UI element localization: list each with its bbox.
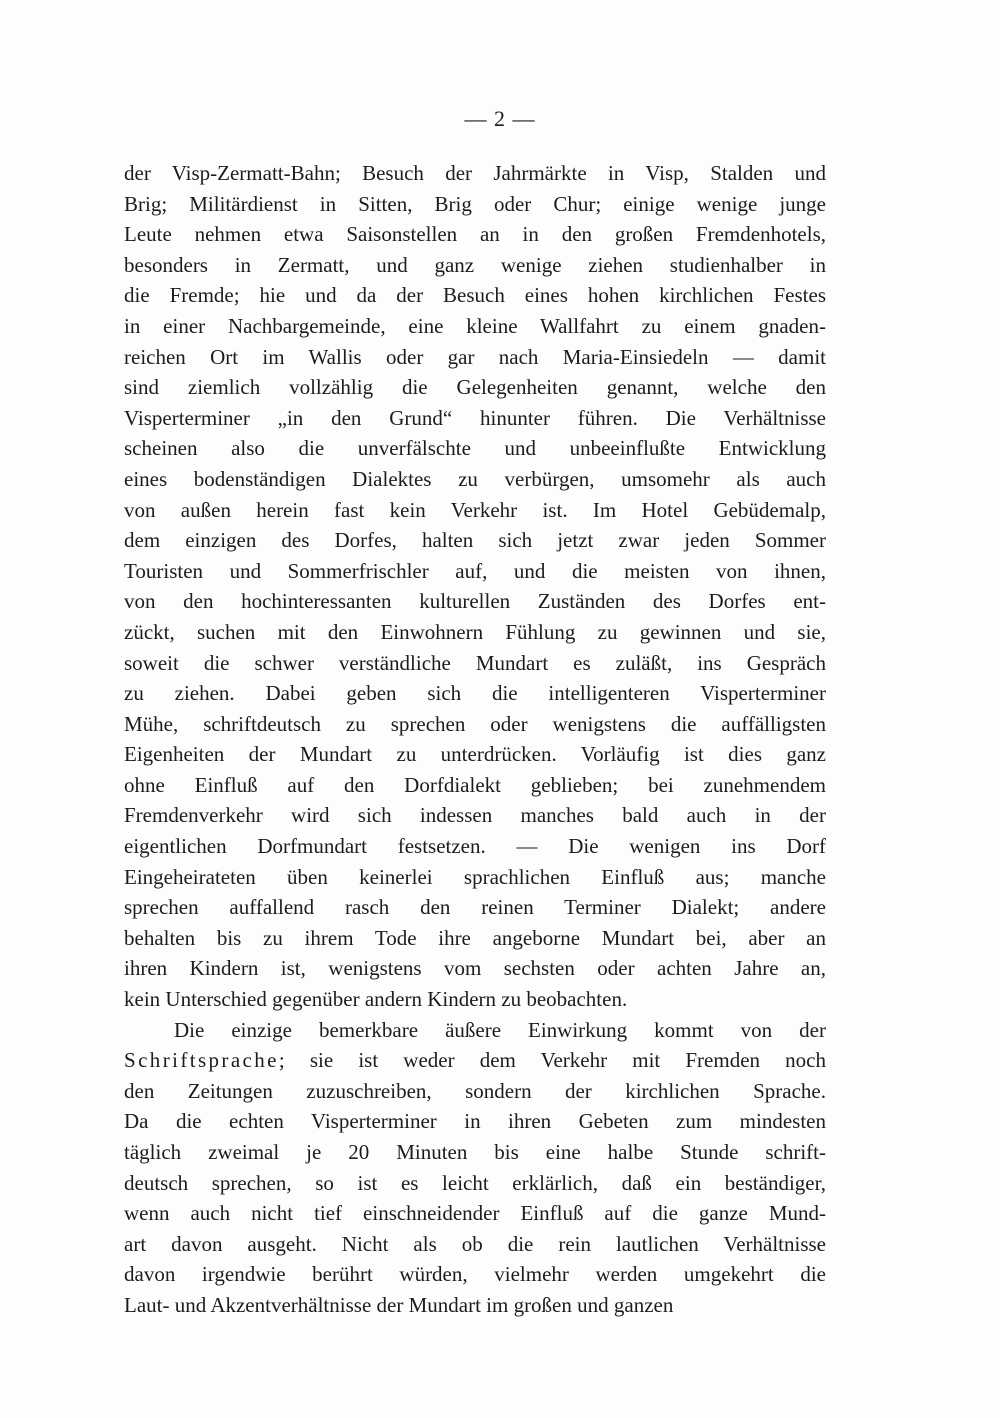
text-line: Laut- und Akzentverhältnisse der Mundart im großen und ganzen — [124, 1292, 674, 1317]
text-line: eines bodenständigen Dialektes zu verbürgen, umsomehr als auch — [124, 466, 826, 491]
text-line: scheinen also die unverfälschte und unbeeinflußte Entwicklung — [124, 436, 826, 461]
text-line: Mühe, schriftdeutsch zu sprechen oder wenigstens die auffälligsten — [124, 711, 826, 736]
text-line: der Visp-Zermatt-Bahn; Besuch der Jahrmärkte in Visp, Stalden und — [124, 161, 826, 185]
text-line: Leute nehmen etwa Saisonstellen an in den großen Fremdenhotels, — [124, 222, 826, 247]
text-line: Brig; Militärdienst in Sitten, Brig oder Chur; einige wenige junge — [124, 191, 826, 216]
text-line: wenn auch nicht tief einschneidender Einfluß auf die ganze Mund- — [124, 1201, 826, 1226]
text-line: besonders in Zermatt, und ganz wenige ziehen studienhalber in — [124, 252, 826, 277]
body-text — [124, 158, 826, 1321]
text-line: sind ziemlich vollzählig die Gelegenheiten genannt, welche den — [124, 375, 826, 400]
text-line: Touristen und Sommerfrischler auf, und die meisten von ihnen, — [124, 558, 826, 583]
text-line: Eigenheiten der Mundart zu unterdrücken. Vorläufig ist dies ganz — [124, 742, 826, 767]
text-line: den Zeitungen zuzuschreiben, sondern der kirchlichen Sprache. — [124, 1078, 826, 1103]
text-line: dem einzigen des Dorfes, halten sich jetzt zwar jeden Sommer — [124, 528, 826, 553]
text-line: Da die echten Visperterminer in ihren Gebeten zum mindesten — [124, 1109, 826, 1134]
text-line: kein Unterschied gegenüber andern Kindern zu beobachten. — [124, 987, 628, 1012]
paragraph-1 — [124, 158, 826, 1015]
text-line: Eingeheirateten üben keinerlei sprachlichen Einfluß aus; manche — [124, 864, 826, 889]
text-line: in einer Nachbargemeinde, eine kleine Wallfahrt zu einem gnaden- — [124, 313, 826, 338]
emphasized-word: Schriftsprache — [124, 1048, 279, 1073]
text-line: ihren Kindern ist, wenigstens vom sechsten oder achten Jahre an, — [124, 956, 826, 981]
text-line: Schriftsprache; sie ist weder dem Verkehr mit Fremden noch — [124, 1048, 826, 1073]
paragraph-2 — [124, 1015, 826, 1321]
text-line: Fremdenverkehr wird sich indessen manches bald auch in der — [124, 803, 826, 828]
text-line: art davon ausgeht. Nicht als ob die rein lautlichen Verhältnisse — [124, 1231, 826, 1256]
text-line: täglich zweimal je 20 Minuten bis eine halbe Stunde schrift- — [124, 1140, 826, 1164]
text-line: deutsch sprechen, so ist es leicht erklärlich, daß ein beständiger, — [124, 1170, 826, 1195]
text-line: ohne Einfluß auf den Dorfdialekt geblieben; bei zunehmendem — [124, 772, 826, 797]
text-line: Visperterminer „in den Grund“ hinunter führen. Die Verhältnisse — [124, 405, 826, 430]
text-line: davon irgendwie berührt würden, vielmehr werden umgekehrt die — [124, 1262, 826, 1287]
text-line: sprechen auffallend rasch den reinen Terminer Dialekt; andere — [124, 895, 826, 920]
text-line: die Fremde; hie und da der Besuch eines hohen kirchlichen Festes — [124, 283, 826, 308]
text-line: zückt, suchen mit den Einwohnern Fühlung zu gewinnen und sie, — [124, 619, 826, 644]
text-line: reichen Ort im Wallis oder gar nach Maria-Einsiedeln — damit — [124, 344, 826, 369]
text-line: soweit die schwer verständliche Mundart es zuläßt, ins Gespräch — [124, 650, 826, 675]
text-line: Die einzige bemerkbare äußere Einwirkung kommt von der — [174, 1017, 826, 1042]
text-line: eigentlichen Dorfmundart festsetzen. — Die wenigen ins Dorf — [124, 834, 826, 859]
text-line: von außen herein fast kein Verkehr ist. Im Hotel Gebüdemalp, — [124, 497, 826, 522]
text-line: zu ziehen. Dabei geben sich die intelligenteren Visperterminer — [124, 681, 826, 706]
page-number: — 2 — — [464, 106, 536, 131]
text-line: von den hochinteressanten kulturellen Zuständen des Dorfes ent- — [124, 589, 826, 614]
text-line: behalten bis zu ihrem Tode ihre angeborne Mundart bei, aber an — [124, 925, 826, 950]
